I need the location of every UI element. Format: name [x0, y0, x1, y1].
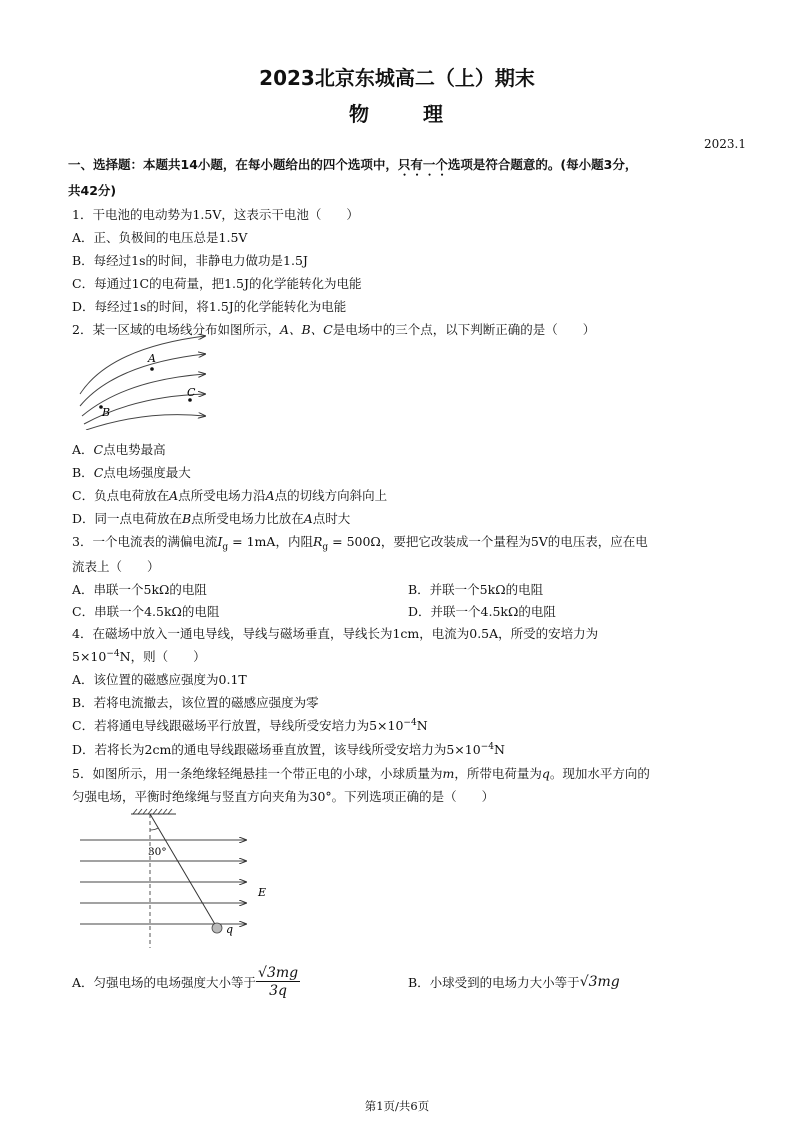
q2-option-a: A．C点电势最高: [72, 442, 166, 457]
angle-label: 30°: [148, 846, 167, 858]
q5-option-b: B．小球受到的电场力大小等于 √3mg: [408, 974, 620, 990]
q4-option-a: A．该位置的磁感应强度为0.1T: [72, 672, 247, 687]
point-a: [150, 367, 154, 371]
label-a: A: [148, 352, 156, 365]
section-heading-cont: 共42分): [68, 183, 117, 198]
q4-stem: 4．在磁场中放入一通电导线，导线与磁场垂直，导线长为1cm，电流为0.5A，所受的安培力为: [72, 626, 599, 641]
q3-option-a: A．串联一个5kΩ的电阻: [72, 582, 207, 597]
q1-option-d: D．每经过1s的时间，将1.5J的化学能转化为电能: [72, 299, 347, 314]
label-b: B: [102, 406, 111, 419]
q3-option-c: C．串联一个4.5kΩ的电阻: [72, 604, 220, 619]
q2-option-b: B．C点电场强度最大: [72, 465, 191, 480]
q2-stem: 2．某一区域的电场线分布如图所示，A、B、C是电场中的三个点，以下判断正确的是（ ）: [72, 322, 596, 337]
q4-option-d: D．若将长为2cm的通电导线跟磁场垂直放置，该导线所受安培力为$5\times 10^{-4}N$: [72, 741, 505, 757]
q3-option-d: D．并联一个4.5kΩ的电阻: [408, 604, 556, 619]
page-footer: 第1页/共6页: [364, 1099, 430, 1113]
q5-stem-cont: 匀强电场，平衡时绝缘绳与竖直方向夹角为30°。下列选项正确的是（ ）: [72, 789, 495, 804]
subject-title: 物 理: [349, 102, 445, 126]
page-title: 2023北京东城高二（上）期末: [259, 66, 535, 90]
q2-field-lines-figure: [70, 330, 220, 430]
section-heading: 一、选择题：本题共14小题，在每小题给出的四个选项中，只有一个选项是符合题意的。(每小题3分，: [68, 157, 638, 172]
q4-stem-cont: $5\times 10^{-4}N$，则（ ）: [72, 648, 206, 664]
field-label: E: [258, 886, 267, 899]
q5-pendulum-figure: [76, 808, 276, 950]
q1-option-b: B．每经过1s的时间，非静电力做功是1.5J: [72, 253, 308, 268]
label-c: C: [187, 386, 196, 399]
charge-label: q: [226, 923, 234, 936]
q1-stem: 1．干电池的电动势为1.5V，这表示干电池（ ）: [72, 207, 359, 222]
q2-option-c: C．负点电荷放在A点所受电场力沿A点的切线方向斜向上: [72, 488, 388, 503]
q3-stem: 3．一个电流表的满偏电流$I_g = 1mA$，内阻$R_g = 500\Omega$，要把它改装成一个量程为5V的电压表，应在电: [72, 534, 648, 553]
exam-date: 2023.1: [704, 137, 746, 151]
q4-option-b: B．若将电流撤去，该位置的磁感应强度为零: [72, 695, 319, 710]
q5-option-a: A．匀强电场的电场强度大小等于 $\frac{√3mg}{3q}$: [72, 965, 299, 999]
q1-option-c: C．每通过1C的电荷量，把1.5J的化学能转化为电能: [72, 276, 362, 291]
q1-option-a: A．正、负极间的电压总是1.5V: [72, 230, 248, 245]
q3-option-b: B．并联一个5kΩ的电阻: [408, 582, 544, 597]
q5-stem: 5．如图所示，用一条绝缘轻绳悬挂一个带正电的小球，小球质量为m，所带电荷量为q。现加水平方向的: [72, 766, 650, 781]
q4-option-c: C．若将通电导线跟磁场平行放置，导线所受安培力为$5\times 10^{-4}N$: [72, 717, 428, 733]
charged-ball: [212, 923, 222, 933]
q2-option-d: D．同一点电荷放在B点所受电场力比放在A点时大: [72, 511, 351, 526]
q3-stem-cont: 流表上（ ）: [72, 559, 160, 574]
q5-option-a-fraction: $\frac{√3mg}{3q}$: [258, 965, 299, 999]
